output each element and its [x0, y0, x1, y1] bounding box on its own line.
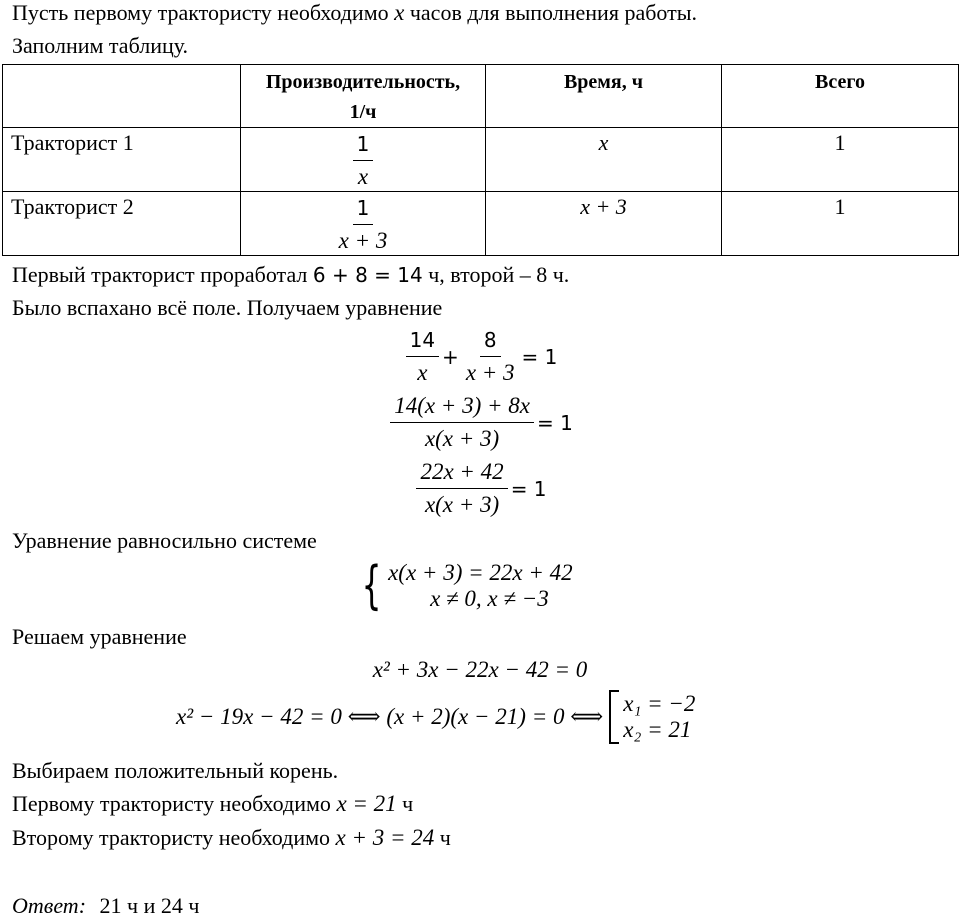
fraction-denominator: x [357, 164, 369, 189]
equation-rhs: = 1 [521, 344, 558, 369]
answer-value: 21 ч и 24 ч [99, 893, 200, 918]
intro-text-b: часов для выполнения работы. [404, 0, 698, 25]
first-result [12, 791, 413, 817]
fraction-numerator: 1 [353, 130, 374, 161]
fraction-denominator: x(x + 3) [424, 426, 500, 451]
answer-label: Ответ: [12, 893, 87, 918]
solve-label: Решаем уравнение [12, 624, 187, 649]
fraction-denominator: x [417, 360, 428, 385]
row-productivity [241, 128, 486, 192]
intro-variable: x [394, 0, 405, 25]
system-row-1: x(x + 3) = 22x + 42 [388, 560, 573, 585]
solve-equation-1 [0, 657, 960, 683]
equation-1: $\frac{14}{x}$ + $\frac{8}{x + 3}$ = 1 [0, 326, 960, 387]
header-total: Всего [722, 65, 959, 128]
equation-3 [0, 458, 960, 519]
equation-system [355, 556, 573, 616]
work-text-b: ч, второй – 8 ч. [422, 262, 570, 287]
row-name: Тракторист 1 [3, 128, 241, 192]
equation-rhs: = 1 [510, 476, 547, 501]
fraction-combined [390, 392, 534, 453]
root-2: x₂ = 21 [623, 717, 692, 742]
equation-intro: Было вспахано всё поле. Получаем уравнение [12, 295, 443, 320]
equation-2 [0, 392, 960, 453]
header-productivity [241, 65, 486, 128]
fraction-numerator: 14 [406, 326, 439, 357]
first-result-text: Первому трактористу необходимо [12, 791, 337, 816]
first-result-math: x = 21 [336, 791, 397, 816]
choose-root: Выбираем положительный корень. [12, 758, 339, 783]
equation-rhs: = 1 [536, 410, 573, 435]
work-line [12, 262, 569, 288]
row-time: x + 3 [486, 192, 722, 256]
work-math: 6 + 8 = 14 [312, 263, 423, 287]
solve-equation-2 [176, 690, 695, 744]
row-total: 1 [722, 128, 959, 192]
fraction-numerator: 14(x + 3) + 8x [390, 392, 534, 423]
productivity-fraction [353, 130, 374, 191]
second-result-unit: ч [434, 825, 451, 850]
brace-icon: { [361, 556, 382, 616]
factorization: x² − 19x − 42 = 0 ⟺ (x + 2)(x − 21) = 0 ⟺ [176, 704, 604, 729]
root-1: x₁ = −2 [623, 691, 696, 716]
header-time: Время, ч [486, 65, 722, 128]
intro-text-a: Пусть первому трактористу необходимо [12, 0, 395, 25]
system-row-2: x ≠ 0, x ≠ −3 [430, 586, 549, 611]
header-productivity-line1: Производительность, [265, 71, 461, 93]
fraction-numerator: 8 [480, 326, 501, 357]
fraction-denominator: x(x + 3) [424, 492, 500, 517]
table-row [3, 128, 959, 192]
fraction-8-x3 [462, 326, 519, 387]
header-productivity-line2: 1/ч [349, 101, 377, 123]
second-result [12, 825, 451, 851]
fraction-numerator: 1 [353, 194, 374, 225]
row-productivity [241, 192, 486, 256]
bracket-icon [609, 690, 619, 744]
solve-eq1-text: x² + 3x − 22x − 42 = 0 [372, 657, 588, 682]
first-result-unit: ч [396, 791, 414, 816]
data-table [2, 64, 959, 256]
row-name: Тракторист 2 [3, 192, 241, 256]
table-header-row [3, 65, 959, 128]
row-total: 1 [722, 192, 959, 256]
answer-line [12, 893, 199, 919]
fraction-denominator: x + 3 [465, 360, 515, 385]
productivity-fraction [335, 194, 392, 255]
system-label: Уравнение равносильно системе [12, 528, 317, 553]
intro-line-1 [12, 0, 697, 26]
second-result-math: x + 3 = 24 [335, 825, 435, 850]
row-time: x [486, 128, 722, 192]
table-row [3, 192, 959, 256]
fraction-simplified [416, 458, 507, 519]
fraction-numerator: 22x + 42 [416, 458, 507, 489]
second-result-text: Второму трактористу необходимо [12, 825, 336, 850]
fraction-14-x [406, 326, 439, 387]
fraction-denominator: x + 3 [338, 228, 388, 253]
intro-line-2: Заполним таблицу. [12, 33, 189, 58]
work-text-a: Первый тракторист проработал [12, 262, 313, 287]
header-empty [3, 65, 241, 128]
